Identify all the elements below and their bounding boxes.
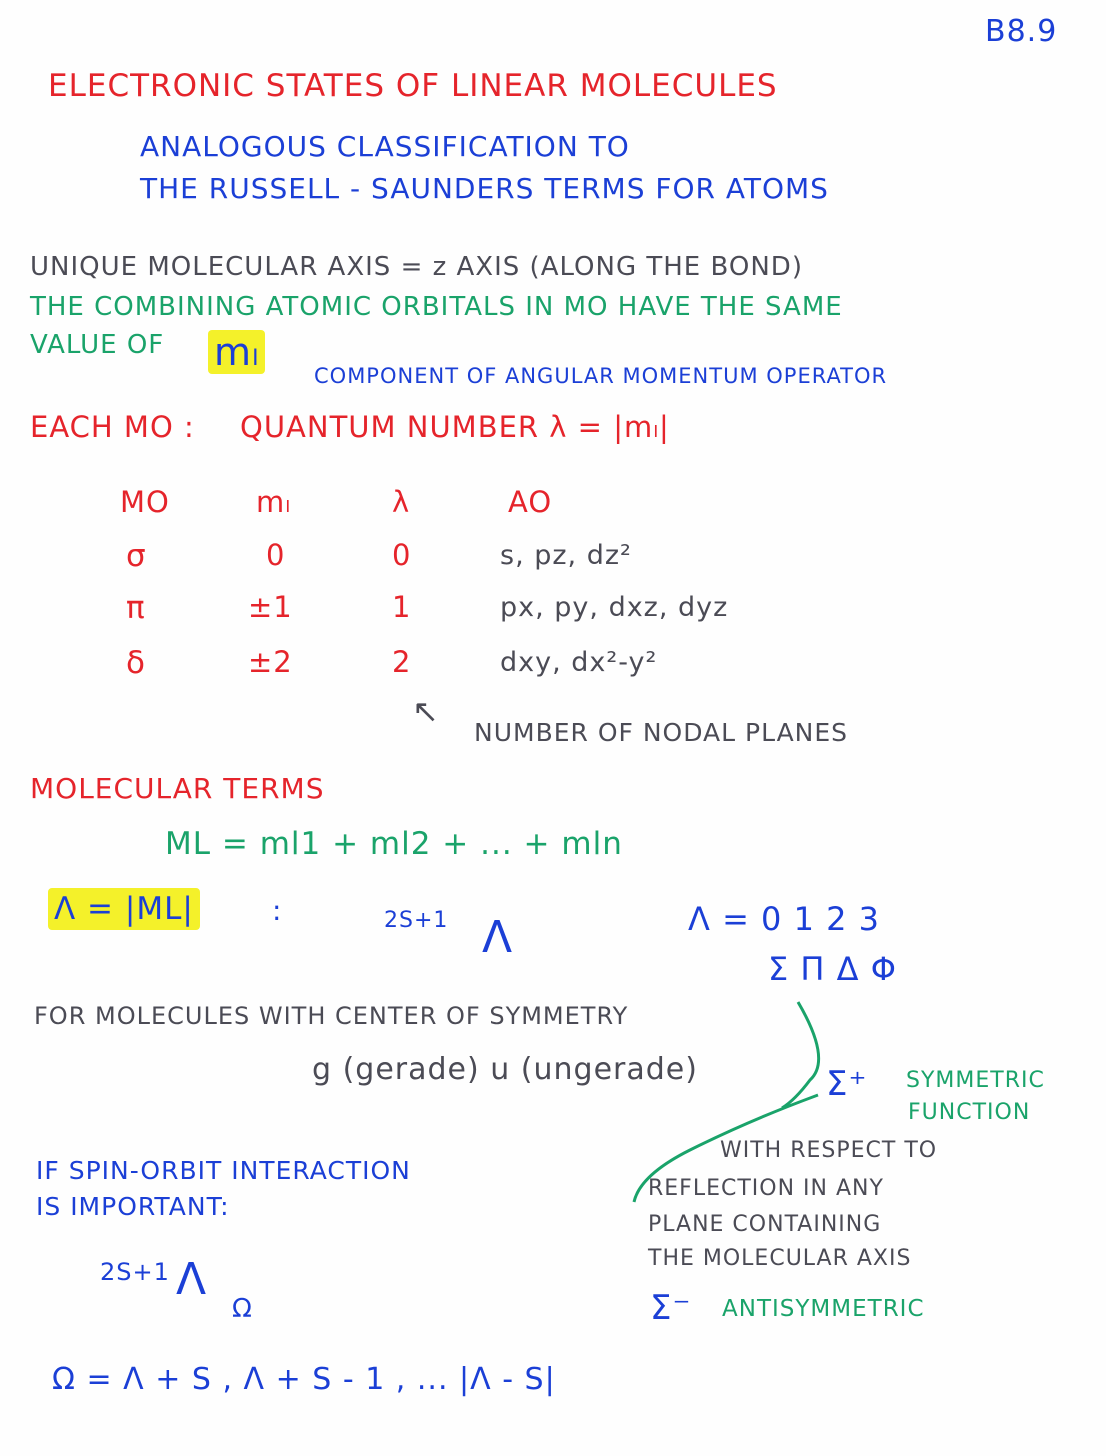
table-cell-mo: σ <box>126 538 147 574</box>
molecular-terms-heading: MOLECULAR TERMS <box>30 772 325 805</box>
definition-colon: : <box>272 894 283 927</box>
term-superscript: 2S+1 <box>384 908 449 933</box>
table-cell-ml: 0 <box>266 538 286 572</box>
so-term-symbol: Λ <box>176 1254 208 1305</box>
respect-line-3: PLANE CONTAINING <box>648 1212 882 1237</box>
subtitle-line-2: THE RUSSELL - SAUNDERS TERMS FOR ATOMS <box>140 172 829 205</box>
ml-sum-equation: ML = ml1 + ml2 + ... + mln <box>165 826 623 862</box>
value-of-label: VALUE OF <box>30 330 165 360</box>
respect-line-4: THE MOLECULAR AXIS <box>648 1246 912 1271</box>
subtitle-line-1: ANALOGOUS CLASSIFICATION TO <box>140 130 630 163</box>
center-symmetry-note: FOR MOLECULES WITH CENTER OF SYMMETRY <box>34 1002 629 1030</box>
axis-statement: UNIQUE MOLECULAR AXIS = z AXIS (ALONG THE BOND) <box>30 252 803 282</box>
ml-highlight: mₗ <box>208 330 265 374</box>
nodal-arrow-icon: ↖ <box>412 692 440 730</box>
quantum-number: QUANTUM NUMBER λ = |mₗ| <box>240 410 670 444</box>
table-cell-ao: dxy, dx²-y² <box>500 647 658 678</box>
table-cell-mo: δ <box>126 645 146 681</box>
combining-statement: THE COMBINING ATOMIC ORBITALS IN MO HAVE THE SAME <box>30 292 843 322</box>
table-header-mo: MO <box>120 485 170 519</box>
term-symbol: Λ <box>482 912 514 963</box>
function-label: FUNCTION <box>908 1100 1031 1125</box>
lambda-letters: Σ Π Δ Φ <box>768 950 897 988</box>
symmetric-label: SYMMETRIC <box>906 1068 1045 1093</box>
page-title: ELECTRONIC STATES OF LINEAR MOLECULES <box>48 68 778 104</box>
table-cell-ao: s, pz, dz² <box>500 540 632 571</box>
so-term-subscript: Ω <box>232 1294 253 1324</box>
table-header-lambda: λ <box>392 485 411 519</box>
each-mo-label: EACH MO : <box>30 410 195 444</box>
lambda-values: Λ = 0 1 2 3 <box>688 900 880 938</box>
table-cell-lambda: 1 <box>392 590 412 624</box>
spin-orbit-line-2: IS IMPORTANT: <box>36 1192 230 1221</box>
spin-orbit-line-1: IF SPIN-ORBIT INTERACTION <box>36 1156 411 1185</box>
so-term-superscript: 2S+1 <box>100 1258 170 1286</box>
omega-equation: Ω = Λ + S , Λ + S - 1 , ... |Λ - S| <box>52 1362 556 1397</box>
sigma-minus: Σ⁻ <box>650 1288 692 1328</box>
page-number: B8.9 <box>985 14 1058 49</box>
nodal-note: NUMBER OF NODAL PLANES <box>474 718 849 747</box>
component-note: COMPONENT OF ANGULAR MOMENTUM OPERATOR <box>314 364 888 388</box>
parity-labels: g (gerade) u (ungerade) <box>312 1052 698 1087</box>
table-cell-ml: ±1 <box>248 590 293 624</box>
lambda-definition: Λ = |ML| <box>48 888 200 930</box>
respect-line-1: WITH RESPECT TO <box>720 1138 938 1163</box>
table-cell-ml: ±2 <box>248 645 293 679</box>
table-cell-mo: π <box>126 590 146 626</box>
table-header-ao: AO <box>508 485 553 519</box>
antisymmetric-label: ANTISYMMETRIC <box>722 1296 925 1322</box>
table-cell-lambda: 0 <box>392 538 412 572</box>
table-header-ml: mₗ <box>256 485 292 519</box>
table-cell-lambda: 2 <box>392 645 412 679</box>
table-cell-ao: px, py, dxz, dyz <box>500 592 729 623</box>
sigma-plus: Σ⁺ <box>826 1064 868 1104</box>
respect-line-2: REFLECTION IN ANY <box>648 1176 884 1201</box>
